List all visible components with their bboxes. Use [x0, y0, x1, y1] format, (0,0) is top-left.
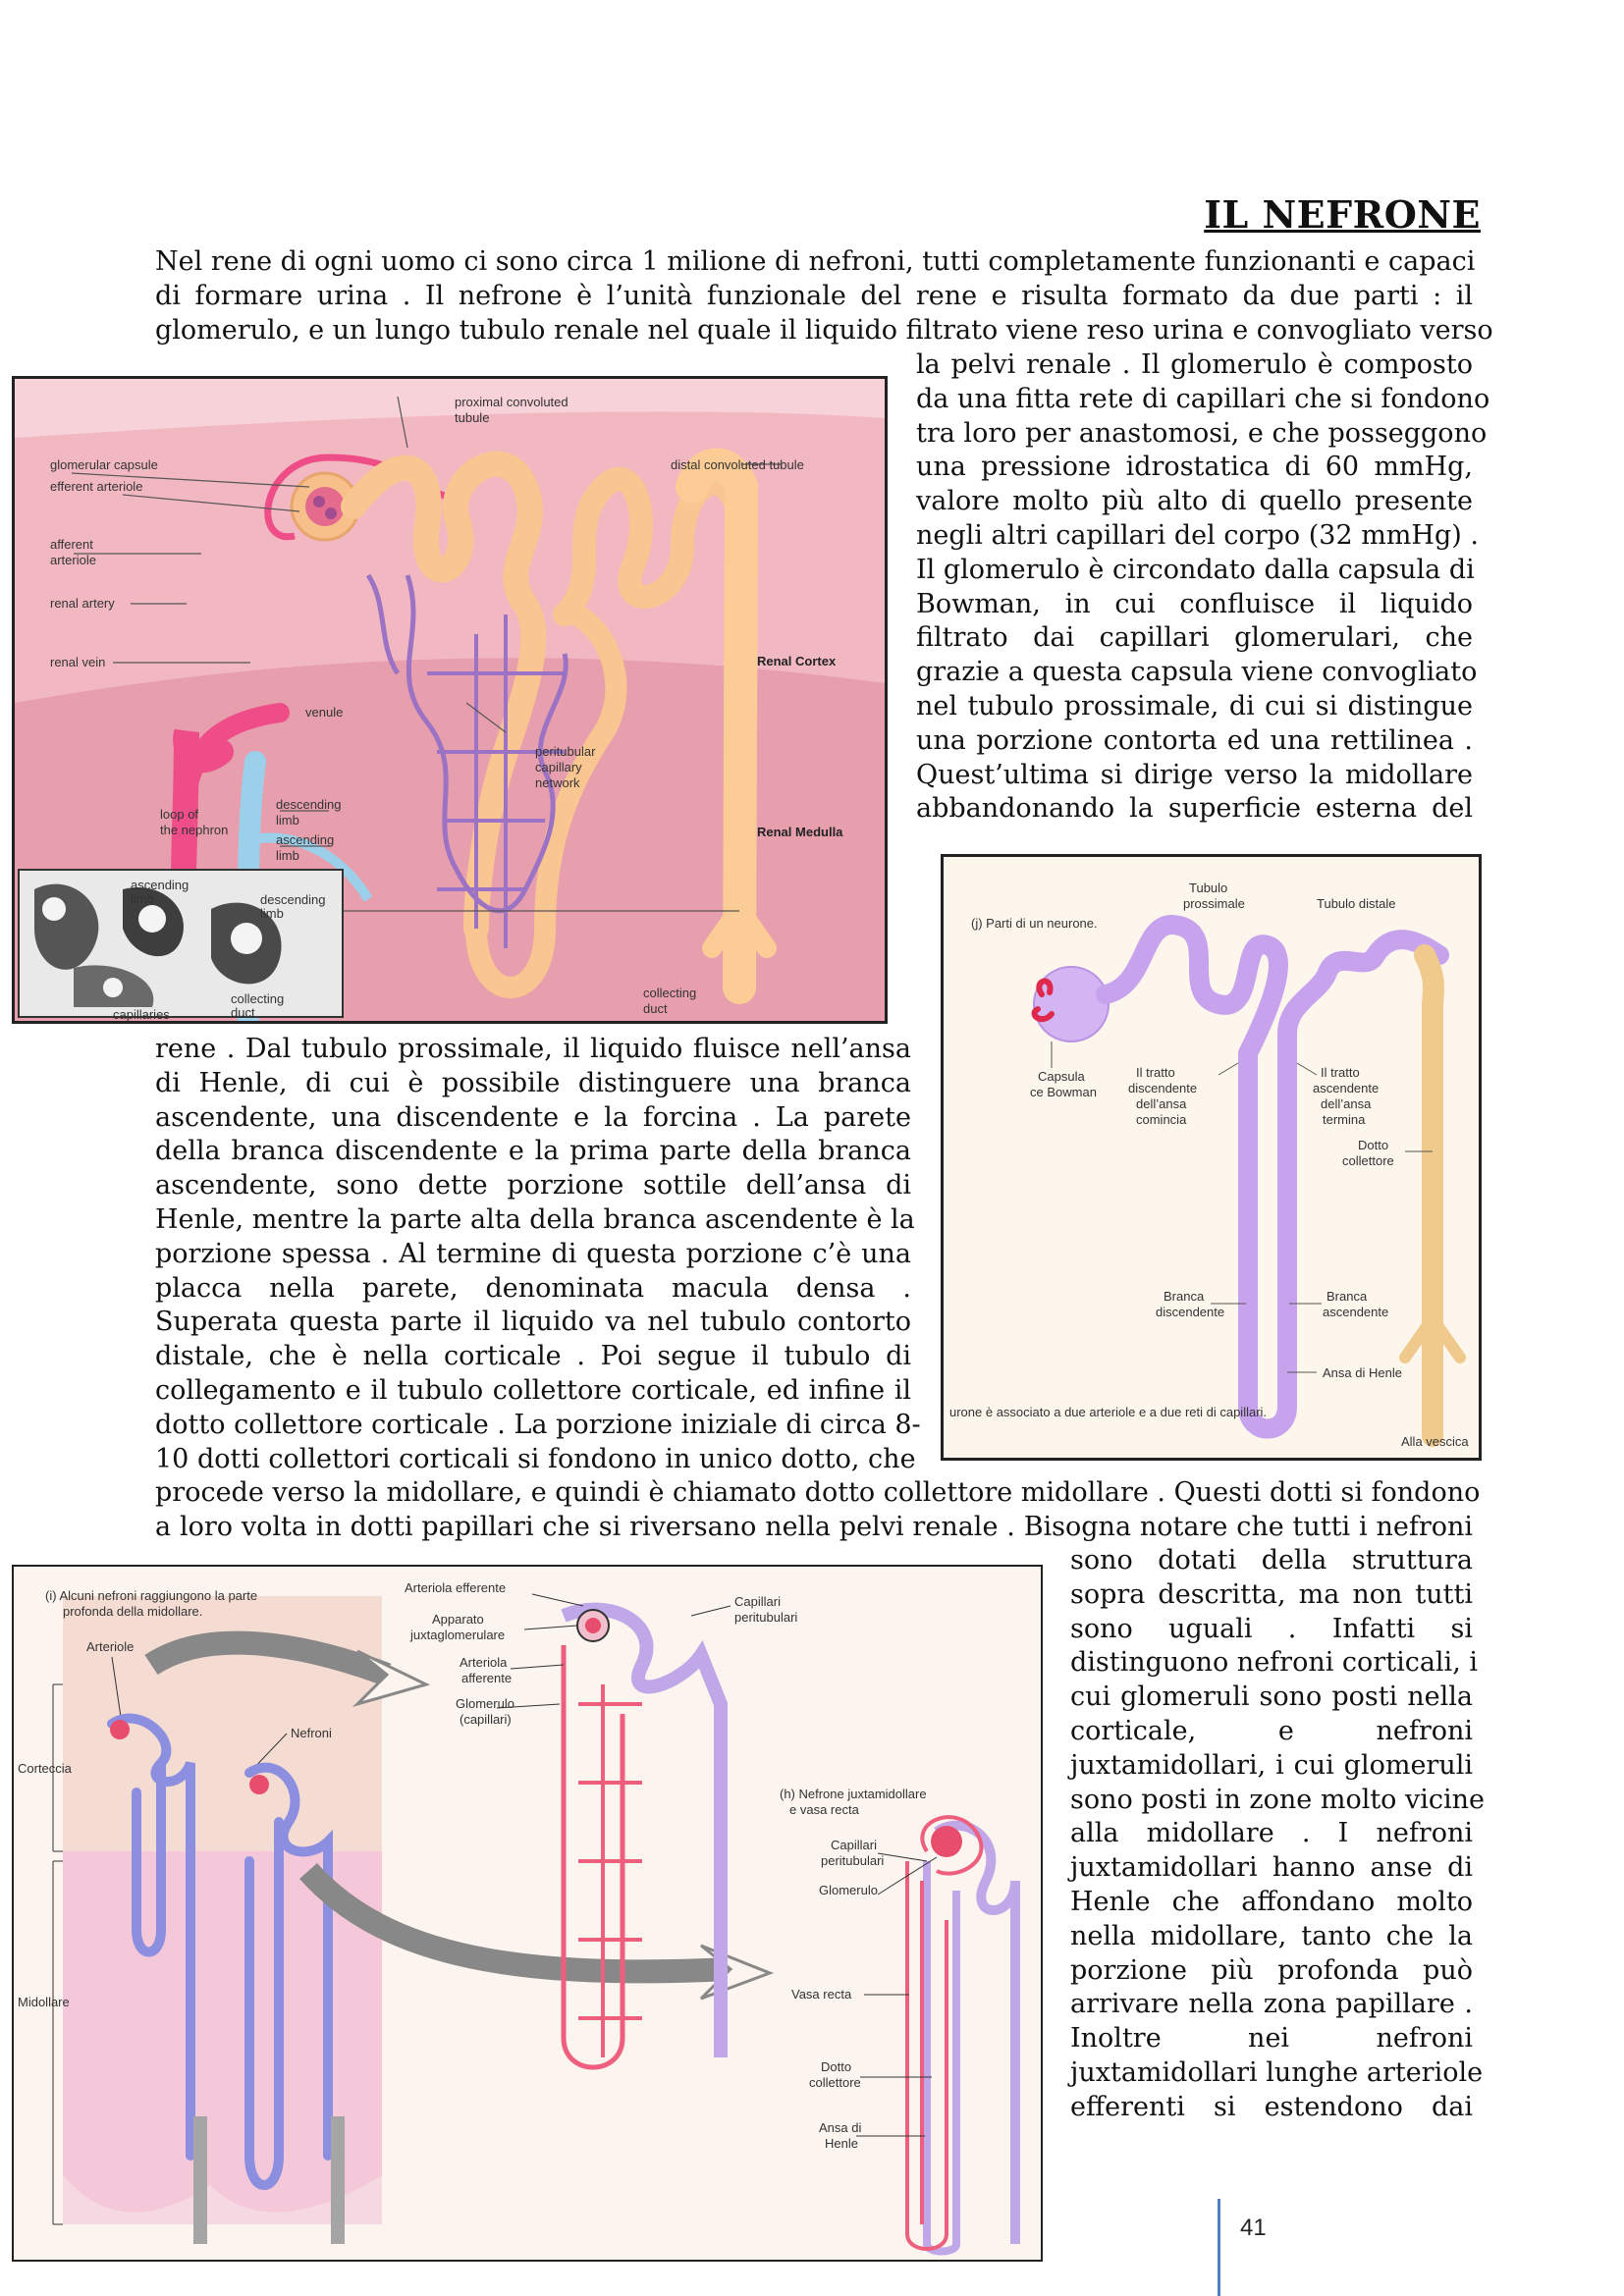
label-arteriola-efferente: Arteriola efferente — [405, 1580, 507, 1595]
text-line: collegamento e il tubulo collettore corticale, ed infine il — [155, 1374, 911, 1406]
figure-nephron-parts — [941, 854, 1482, 1461]
label-ansa-2: Henle — [825, 2136, 858, 2151]
label-peritubular: peritubular — [535, 744, 596, 759]
text-line: 10 dotti collettori corticali si fondono in unico dotto, che — [155, 1443, 916, 1474]
label-dotto: Dotto — [1358, 1138, 1389, 1152]
label-tratto-asc-2: ascendente — [1313, 1081, 1380, 1095]
label-venule: venule — [305, 705, 344, 720]
text-line: di formare urina . Il nefrone è l’unità funzionale del rene e risulta formato da due parti : il — [155, 280, 1473, 311]
text-line: porzione più profonda può — [1070, 1954, 1473, 1986]
text-line: Henle che affondano molto — [1070, 1886, 1473, 1917]
text-line: sono uguali . Infatti si — [1070, 1613, 1473, 1644]
text-line: da una fitta rete di capillari che si fondono — [916, 383, 1490, 414]
text-line: Quest’ultima si dirige verso la midollare — [916, 759, 1473, 790]
label-discendente: discendente — [1156, 1305, 1225, 1319]
text-line: grazie a questa capsula viene convogliato — [916, 657, 1478, 688]
label-corteccia: Corteccia — [18, 1761, 72, 1776]
label-micro-collecting: collecting — [231, 991, 285, 1006]
label-descending-limb: limb — [276, 813, 299, 828]
text-line: a loro volta in dotti papillari che si riversano nella pelvi renale . Bisogna notare che tutti i nefroni — [155, 1511, 1473, 1542]
label-cap-perit-1: Capillari — [734, 1594, 781, 1609]
text-line: juxtamidollari lunghe arteriole — [1070, 2056, 1484, 2088]
label-tubulo: Tubulo — [1189, 881, 1228, 895]
label-renal-vein: renal vein — [50, 655, 106, 669]
label-collecting-duct: duct — [643, 1001, 668, 1016]
text-line: valore molto più alto di quello presente — [916, 486, 1473, 517]
label-micro-limb: limb — [131, 891, 154, 906]
label-glomerular-capsule: glomerular capsule — [50, 457, 158, 472]
text-line: juxtamidollari, i cui glomeruli — [1070, 1749, 1473, 1781]
label-pct: proximal convoluted — [455, 395, 568, 409]
label-di-bowman: ce Bowman — [1030, 1085, 1097, 1099]
text-line: della branca discendente e la prima parte della branca — [155, 1136, 911, 1167]
label-h-title-2: e vasa recta — [789, 1802, 859, 1817]
label-capsula: Capsula — [1038, 1069, 1085, 1084]
label-tratto-asc-1: Il tratto — [1321, 1065, 1360, 1080]
label-tratto-asc-3: dell’ansa — [1321, 1096, 1372, 1111]
text-line: efferenti si estendono dai — [1070, 2091, 1473, 2122]
label-capillary: capillary — [535, 760, 582, 774]
text-line: filtrato dai capillari glomerulari, che — [916, 622, 1473, 654]
label-dotto-2: collettore — [809, 2075, 861, 2090]
text-line: placca nella parete, denominata macula densa . — [155, 1272, 911, 1304]
page-title: IL NEFRONE — [1204, 192, 1481, 237]
text-line: distale, che è nella corticale . Poi segue il tubulo di — [155, 1341, 911, 1372]
label-loop-of: loop of — [160, 807, 199, 822]
label-dct: distal convoluted tubule — [671, 457, 804, 472]
text-line: sono dotati della struttura — [1070, 1545, 1473, 1575]
label-renal-medulla: Renal Medulla — [757, 825, 843, 839]
label-ascendente: ascendente — [1323, 1305, 1389, 1319]
text-line: sono posti in zone molto vicine — [1070, 1784, 1486, 1815]
label-midollare: Midollare — [18, 1995, 70, 2009]
text-line: Bowman, in cui confluisce il liquido — [916, 588, 1473, 619]
label-renal-artery: renal artery — [50, 596, 115, 611]
text-line: una pressione idrostatica di 60 mmHg, — [916, 452, 1473, 483]
label-glomerulo-1: Glomerulo — [456, 1696, 514, 1711]
label-afferent: afferent — [50, 537, 93, 552]
text-line: cui glomeruli sono posti nella — [1070, 1682, 1473, 1713]
label-arteriole: Arteriole — [86, 1639, 135, 1654]
paragraph-intro — [155, 245, 1493, 347]
text-line: la pelvi renale . Il glomerulo è composto — [916, 349, 1473, 380]
text-line: corticale, e nefroni — [1070, 1715, 1473, 1746]
label-prossimale: prossimale — [1183, 896, 1245, 911]
text-line: sopra descritta, ma non tutti — [1070, 1578, 1473, 1610]
label-nefroni: Nefroni — [291, 1726, 332, 1740]
label-the-nephron: the nephron — [160, 823, 229, 837]
text-line: nel tubulo prossimale, di cui si distingue — [916, 690, 1473, 721]
label-vasa-recta: Vasa recta — [791, 1987, 852, 2002]
text-line: juxtamidollari hanno anse di — [1070, 1852, 1473, 1884]
text-line: distinguono nefroni corticali, i — [1070, 1647, 1478, 1679]
label-apparato-2: juxtaglomerulare — [410, 1628, 506, 1642]
text-line: glomerulo, e un lungo tubulo renale nel quale il liquido filtrato viene reso urina e convogliato verso — [155, 314, 1493, 346]
text-line: ascendente, una discendente e la forcina . La parete — [155, 1101, 911, 1133]
text-line: porzione spessa . Al termine di questa porzione c’è una — [155, 1238, 911, 1269]
label-branca-1: Branca — [1164, 1289, 1205, 1304]
label-branca-2: Branca — [1326, 1289, 1368, 1304]
text-line: Nel rene di ogni uomo ci sono circa 1 milione di nefroni, tutti completamente funzionanti e capaci — [155, 246, 1476, 277]
text-line: tra loro per anastomosi, e che posseggono — [916, 417, 1488, 449]
label-dotto-1: Dotto — [821, 2059, 852, 2074]
text-line: Inoltre nei nefroni — [1070, 2023, 1473, 2055]
label-caption: urone è associato a due arteriole e a due reti di capillari. — [949, 1405, 1268, 1419]
label-tratto-disc-3: dell’ansa — [1136, 1096, 1187, 1111]
label-ansa-henle: Ansa di Henle — [1323, 1365, 1402, 1380]
label-efferent-arteriole: efferent arteriole — [50, 479, 143, 494]
text-line: abbandonando la superficie esterna del — [916, 793, 1473, 825]
label-arteriole: arteriole — [50, 553, 96, 567]
label-title: (j) Parti di un neurone. — [971, 916, 1098, 931]
label-micro-duct: duct — [231, 1005, 255, 1020]
label-glomerulo-2: (capillari) — [460, 1712, 512, 1727]
label-h-title-1: (h) Nefrone juxtamidollare — [780, 1787, 927, 1801]
label-title-1: (i) Alcuni nefroni raggiungono la parte — [45, 1588, 258, 1603]
text-line: alla midollare . I nefroni — [1070, 1818, 1473, 1849]
label-ascending: ascending — [276, 832, 335, 847]
label-h-cap-2: peritubulari — [821, 1853, 885, 1868]
label-h-glomerulo: Glomerulo — [819, 1883, 878, 1897]
figure-nephron-types — [12, 1565, 1043, 2262]
text-line: negli altri capillari del corpo (32 mmHg) . — [916, 519, 1479, 551]
label-micro-ascending: ascending — [131, 878, 189, 892]
label-apparato-1: Apparato — [432, 1612, 484, 1627]
text-line: Superata questa parte il liquido va nel tubulo contorto — [155, 1307, 911, 1338]
label-cap-perit-2: peritubulari — [734, 1610, 798, 1625]
text-line: ascendente, sono dette porzione sottile dell’ansa di — [155, 1170, 911, 1201]
text-line: rene . Dal tubulo prossimale, il liquido fluisce nell’ansa — [155, 1034, 911, 1064]
label-tratto-disc-2: discendente — [1128, 1081, 1198, 1095]
label-tratto-disc-4: comincia — [1136, 1112, 1187, 1127]
label-tratto-asc-4: termina — [1323, 1112, 1366, 1127]
text-line: Il glomerulo è circondato dalla capsula di — [916, 554, 1475, 585]
label-ascending-limb: limb — [276, 848, 299, 863]
paragraph-dotti — [155, 1476, 1481, 1545]
label-micro-limb-2: limb — [260, 906, 284, 921]
figure-nephron-anatomy — [12, 376, 888, 1024]
label-tratto-disc-1: Il tratto — [1136, 1065, 1175, 1080]
label-tubule: tubule — [455, 410, 490, 425]
text-line: arrivare nella zona papillare . — [1070, 1989, 1473, 2020]
label-descending: descending — [276, 797, 342, 812]
text-line: Henle, mentre la parte alta della branca ascendente è la — [155, 1203, 915, 1235]
label-arteriola-afferente-1: Arteriola — [460, 1655, 508, 1670]
text-line: procede verso la midollare, e quindi è chiamato dotto collettore midollare . Questi dotti si fondono — [155, 1477, 1481, 1508]
label-title-2: profonda della midollare. — [63, 1604, 203, 1619]
label-collettore: collettore — [1342, 1153, 1394, 1168]
label-arteriola-afferente-2: afferente — [461, 1671, 513, 1685]
label-vescica: Alla vescica — [1401, 1434, 1469, 1449]
micrograph-inset — [19, 870, 343, 1021]
label-h-cap-1: Capillari — [831, 1838, 877, 1852]
paragraph-juxtamidollari — [1070, 1544, 1486, 2125]
label-micro-descending: descending — [260, 892, 326, 907]
text-line: nella midollare, tanto che la — [1070, 1920, 1473, 1951]
label-micro-capillaries: capillaries — [113, 1007, 170, 1021]
paragraph-glomerulo — [916, 348, 1490, 827]
text-line: di Henle, di cui è possibile distinguere una branca — [155, 1067, 911, 1098]
label-ansa-1: Ansa di — [819, 2120, 862, 2135]
label-tubulo-distale: Tubulo distale — [1317, 896, 1396, 911]
label-renal-cortex: Renal Cortex — [757, 654, 837, 668]
paragraph-henle — [155, 1033, 921, 1476]
text-line: una porzione contorta ed una rettilinea . — [916, 724, 1473, 756]
label-collecting: collecting — [643, 986, 697, 1000]
text-line: dotto collettore corticale . La porzione iniziale di circa 8- — [155, 1409, 921, 1440]
page-number: 41 — [1218, 2199, 1267, 2296]
label-network: network — [535, 775, 580, 790]
